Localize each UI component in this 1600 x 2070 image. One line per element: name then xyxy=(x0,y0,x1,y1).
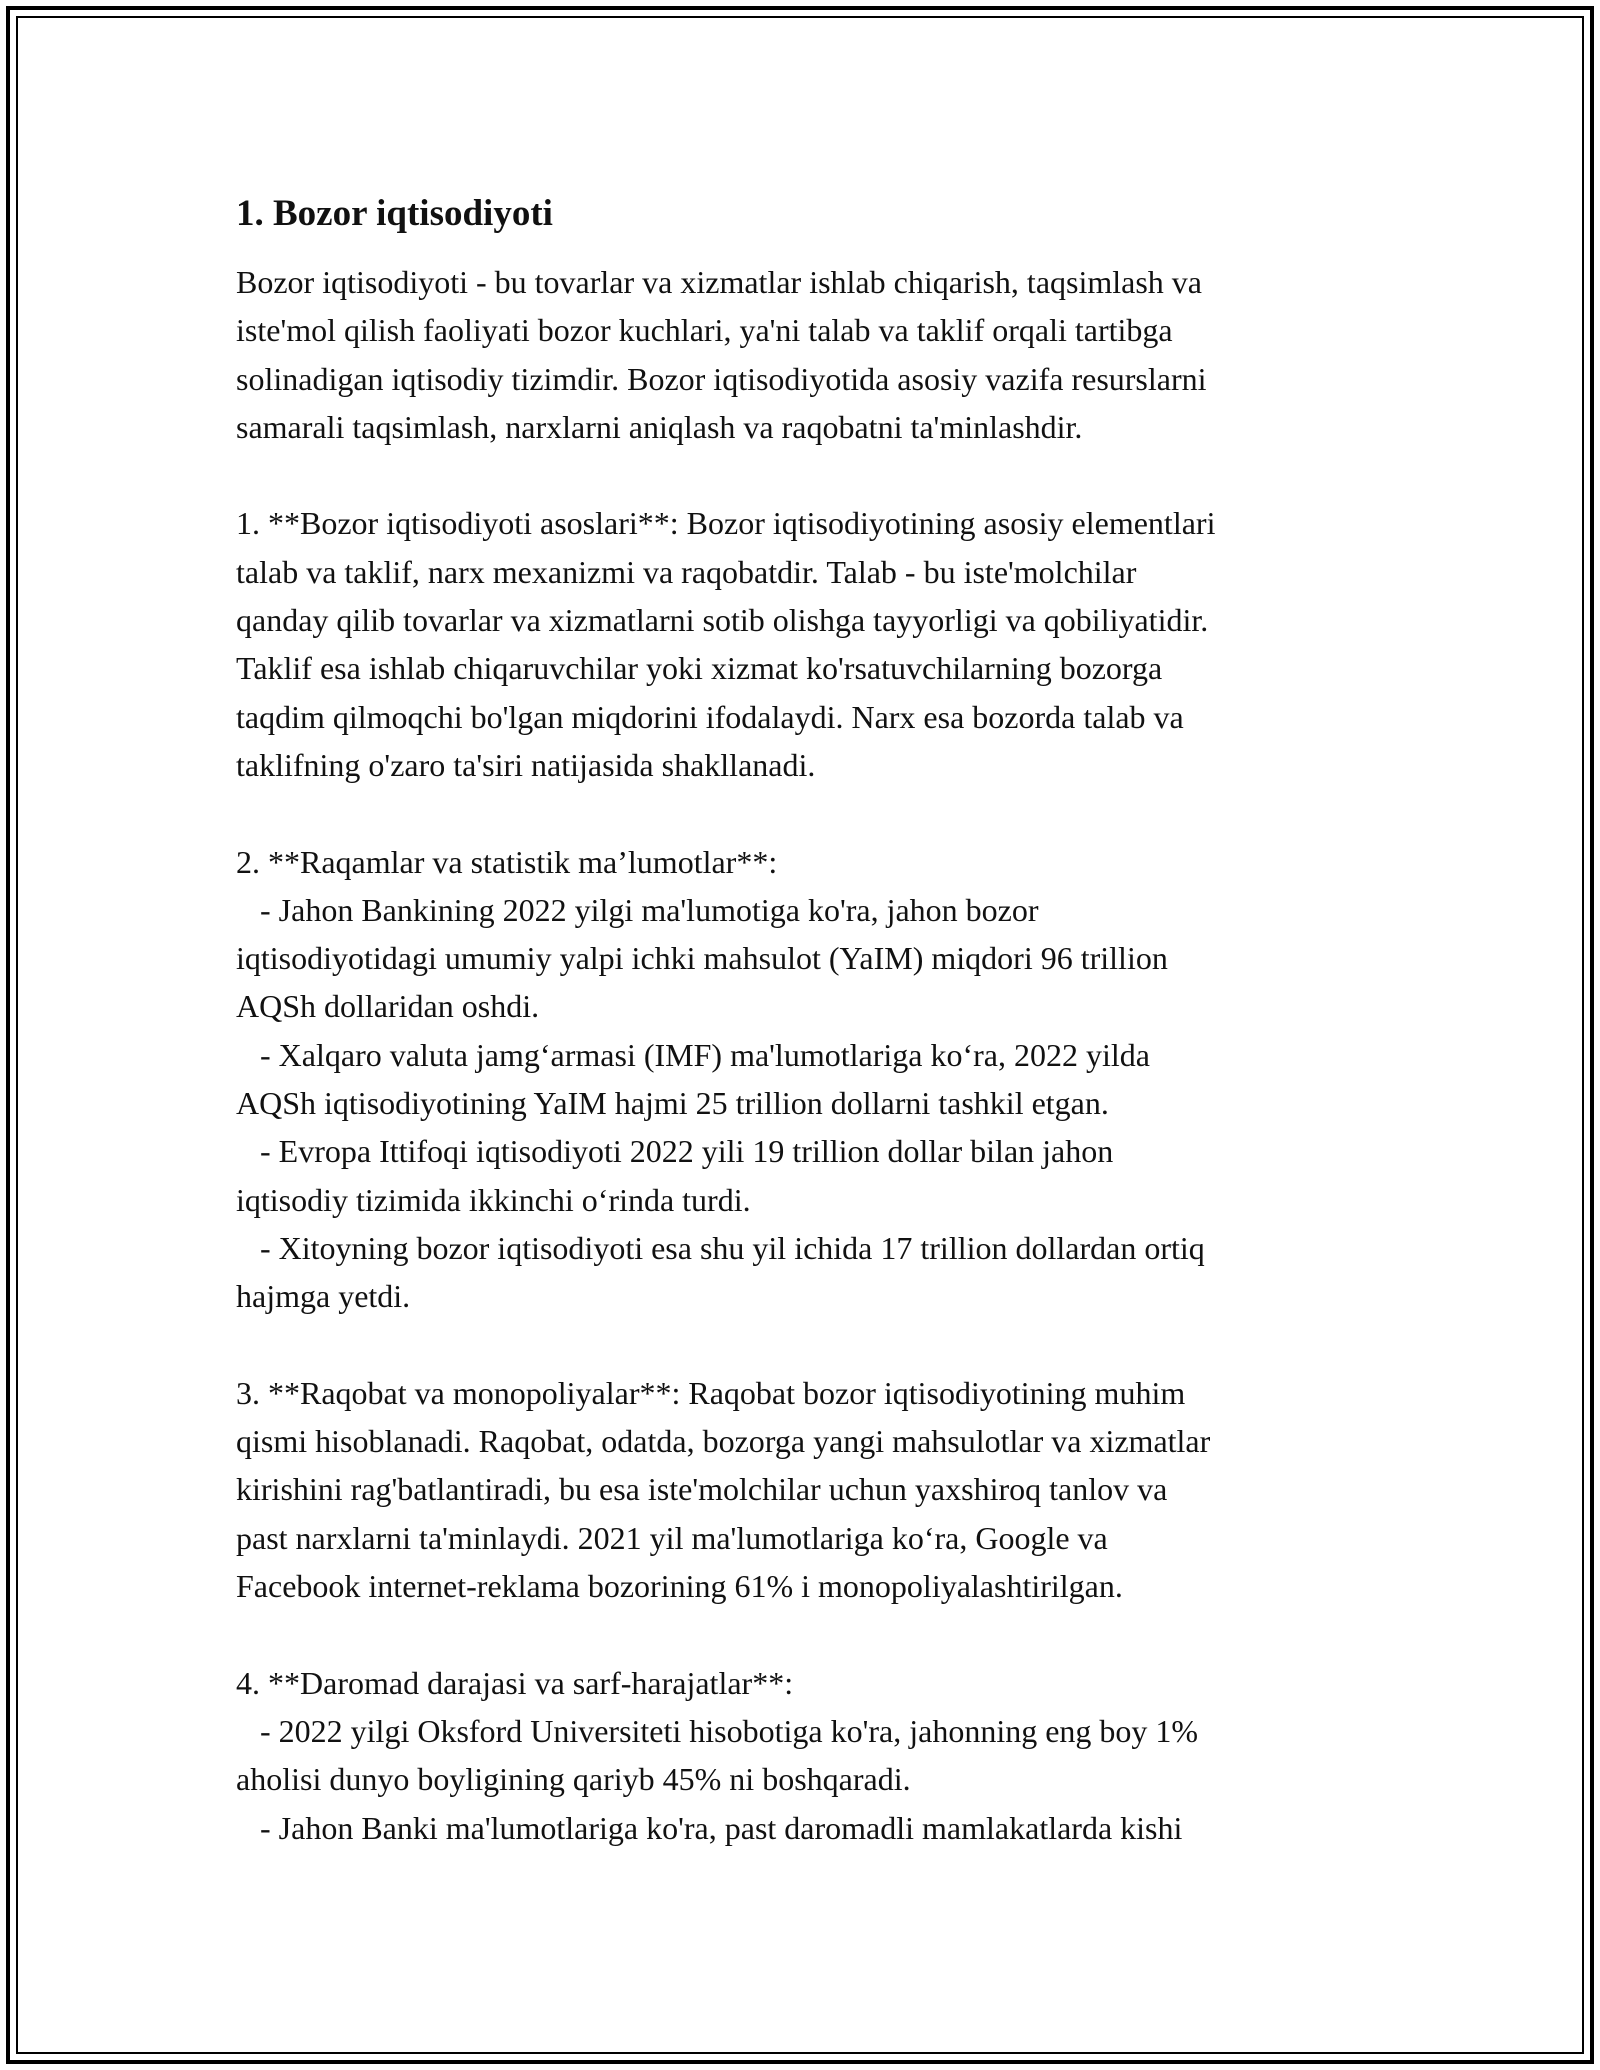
document-title: 1. Bozor iqtisodiyoti xyxy=(236,193,553,234)
document-page xyxy=(236,190,1376,1852)
document-body: Bozor iqtisodiyoti - bu tovarlar va xizmatlar ishlab chiqarish, taqsimlash va iste'mol qilish faoliyati bozor kuchlari, ya'ni talab va taklif orqali tartibga solinadigan iqtisodiy tizimdir. Bozor iqtisodiyotida asosiy vazifa resurslarni samarali taqsimlash, narxlarni aniqlash va raqobatni ta'minlashdir. 1. **Bozor iqtisodiyoti asoslari**: Bozor iqtisodiyotining asosiy elementlari talab va taklif, narx mexanizmi va raqobatdir. Talab - bu iste'molchilar qanday qilib tovarlar va xizmatlarni sotib olishga tayyorligi va qobiliyatidir. Taklif esa ishlab chiqaruvchilar yoki xizmat ko'rsatuvchilarning bozorga taqdim qilmoqchi bo'lgan miqdorini ifodalaydi. Narx esa bozorda talab va taklifning o'zaro ta'siri natijasida shakllanadi. 2. **Raqamlar va statistik ma’lumotlar**: - Jahon Bankining 2022 yilgi ma'lumotiga ko'ra, jahon bozor iqtisodiyotidagi umumiy yalpi ichki mahsulot (YaIM) miqdori 96 trillion AQSh dollaridan oshdi. - Xalqaro valuta jamg‘armasi (IMF) ma'lumotlariga ko‘ra, 2022 yilda AQSh iqtisodiyotining YaIM hajmi 25 trillion dollarni tashkil etgan. - Evropa Ittifoqi iqtisodiyoti 2022 yili 19 trillion dollar bilan jahon iqtisodiy tizimida ikkinchi o‘rinda turdi. - Xitoyning bozor iqtisodiyoti esa shu yil ichida 17 trillion dollardan ortiq hajmga yetdi. 3. **Raqobat va monopoliyalar**: Raqobat bozor iqtisodiyotining muhim qismi hisoblanadi. Raqobat, odatda, bozorga yangi mahsulotlar va xizmatlar kirishini rag'batlantiradi, bu esa iste'molchilar uchun yaxshiroq tanlov va past narxlarni ta'minlaydi. 2021 yil ma'lumotlariga ko‘ra, Google va Facebook internet-reklama bozorining 61% i monopoliyalashtirilgan. 4. **Daromad darajasi va sarf-harajatlar**: - 2022 yilgi Oksford Universiteti hisobotiga ko'ra, jahonning eng boy 1% aholisi dunyo boyligining qariyb 45% ni boshqaradi. - Jahon Banki ma'lumotlariga ko'ra, past daromadli mamlakatlarda kishi xyxy=(236,264,1216,1846)
